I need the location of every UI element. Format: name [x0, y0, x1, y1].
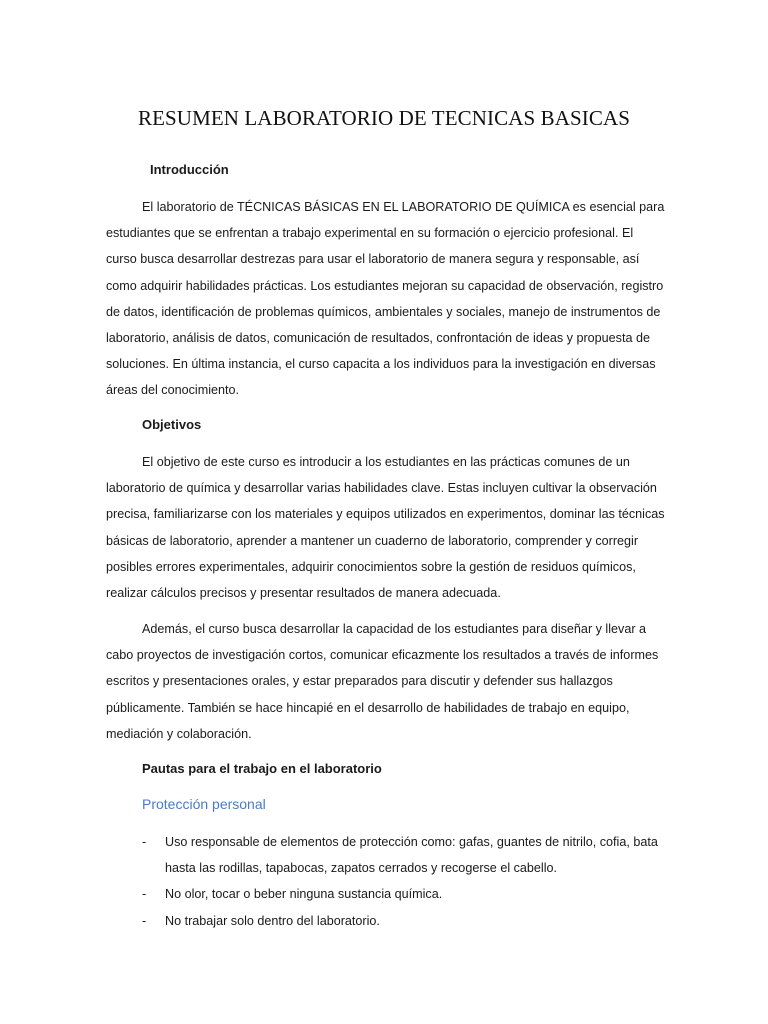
- guidelines-heading: Pautas para el trabajo en el laboratorio: [142, 761, 382, 776]
- bullet-dash: -: [142, 887, 147, 902]
- list-item: [142, 908, 672, 934]
- document-title: RESUMEN LABORATORIO DE TECNICAS BASICAS: [137, 106, 631, 130]
- list-item-text: No olor, tocar o beber ninguna sustancia química.: [165, 887, 443, 902]
- objectives-paragraph-2: Además, el curso busca desarrollar la capacidad de los estudiantes para diseñar y llevar a cabo proyectos de investigación cortos, comunicar eficazmente los resultados a través de informes escritos y presentaciones orales, y estar preparados para discutir y defender sus hallazgos públicamente. También se hace hincapié en el desarrollo de habilidades de trabajo en equipo, mediación y colaboración.: [106, 622, 659, 741]
- protection-list: [142, 829, 672, 934]
- objectives-heading: Objetivos: [142, 417, 202, 432]
- list-item-text: Uso responsable de elementos de protección como: gafas, guantes de nitrilo, cofia, bata hasta las rodillas, tapabocas, zapatos cerrados y recogerse el cabello.: [165, 835, 658, 876]
- list-item: [142, 881, 672, 907]
- list-item: [142, 829, 672, 881]
- protection-heading: Protección personal: [142, 796, 266, 812]
- bullet-dash: -: [142, 835, 147, 849]
- list-item-text: No trabajar solo dentro del laboratorio.: [165, 913, 380, 928]
- bullet-dash: -: [142, 913, 147, 928]
- intro-heading: Introducción: [150, 162, 229, 177]
- objectives-paragraph-1: El objetivo de este curso es introducir a los estudiantes en las prácticas comunes de un laboratorio de química y desarrollar varias habilidades clave. Estas incluyen cultivar la observación precisa, familiarizarse con los materiales y equipos utilizados en experimentos, dominar las técnicas básicas de laboratorio, aprender a mantener un cuaderno de laboratorio, comprender y corregir posibles errores experimentales, adquirir conocimientos sobre la gestión de residuos químicos, realizar cálculos precisos y presentar resultados de manera adecuada.: [106, 455, 665, 601]
- intro-paragraph: El laboratorio de TÉCNICAS BÁSICAS EN EL LABORATORIO DE QUÍMICA es esencial para estudiantes que se enfrentan a trabajo experimental en su formación o ejercicio profesional. El curso busca desarrollar destrezas para usar el laboratorio de manera segura y responsable, así como adquirir habilidades prácticas. Los estudiantes mejoran su capacidad de observación, registro de datos, identificación de problemas químicos, ambientales y sociales, manejo de instrumentos de laboratorio, análisis de datos, comunicación de resultados, confrontación de ideas y propuesta de soluciones. En última instancia, el curso capacita a los individuos para la investigación en diversas áreas del conocimiento.: [106, 200, 665, 398]
